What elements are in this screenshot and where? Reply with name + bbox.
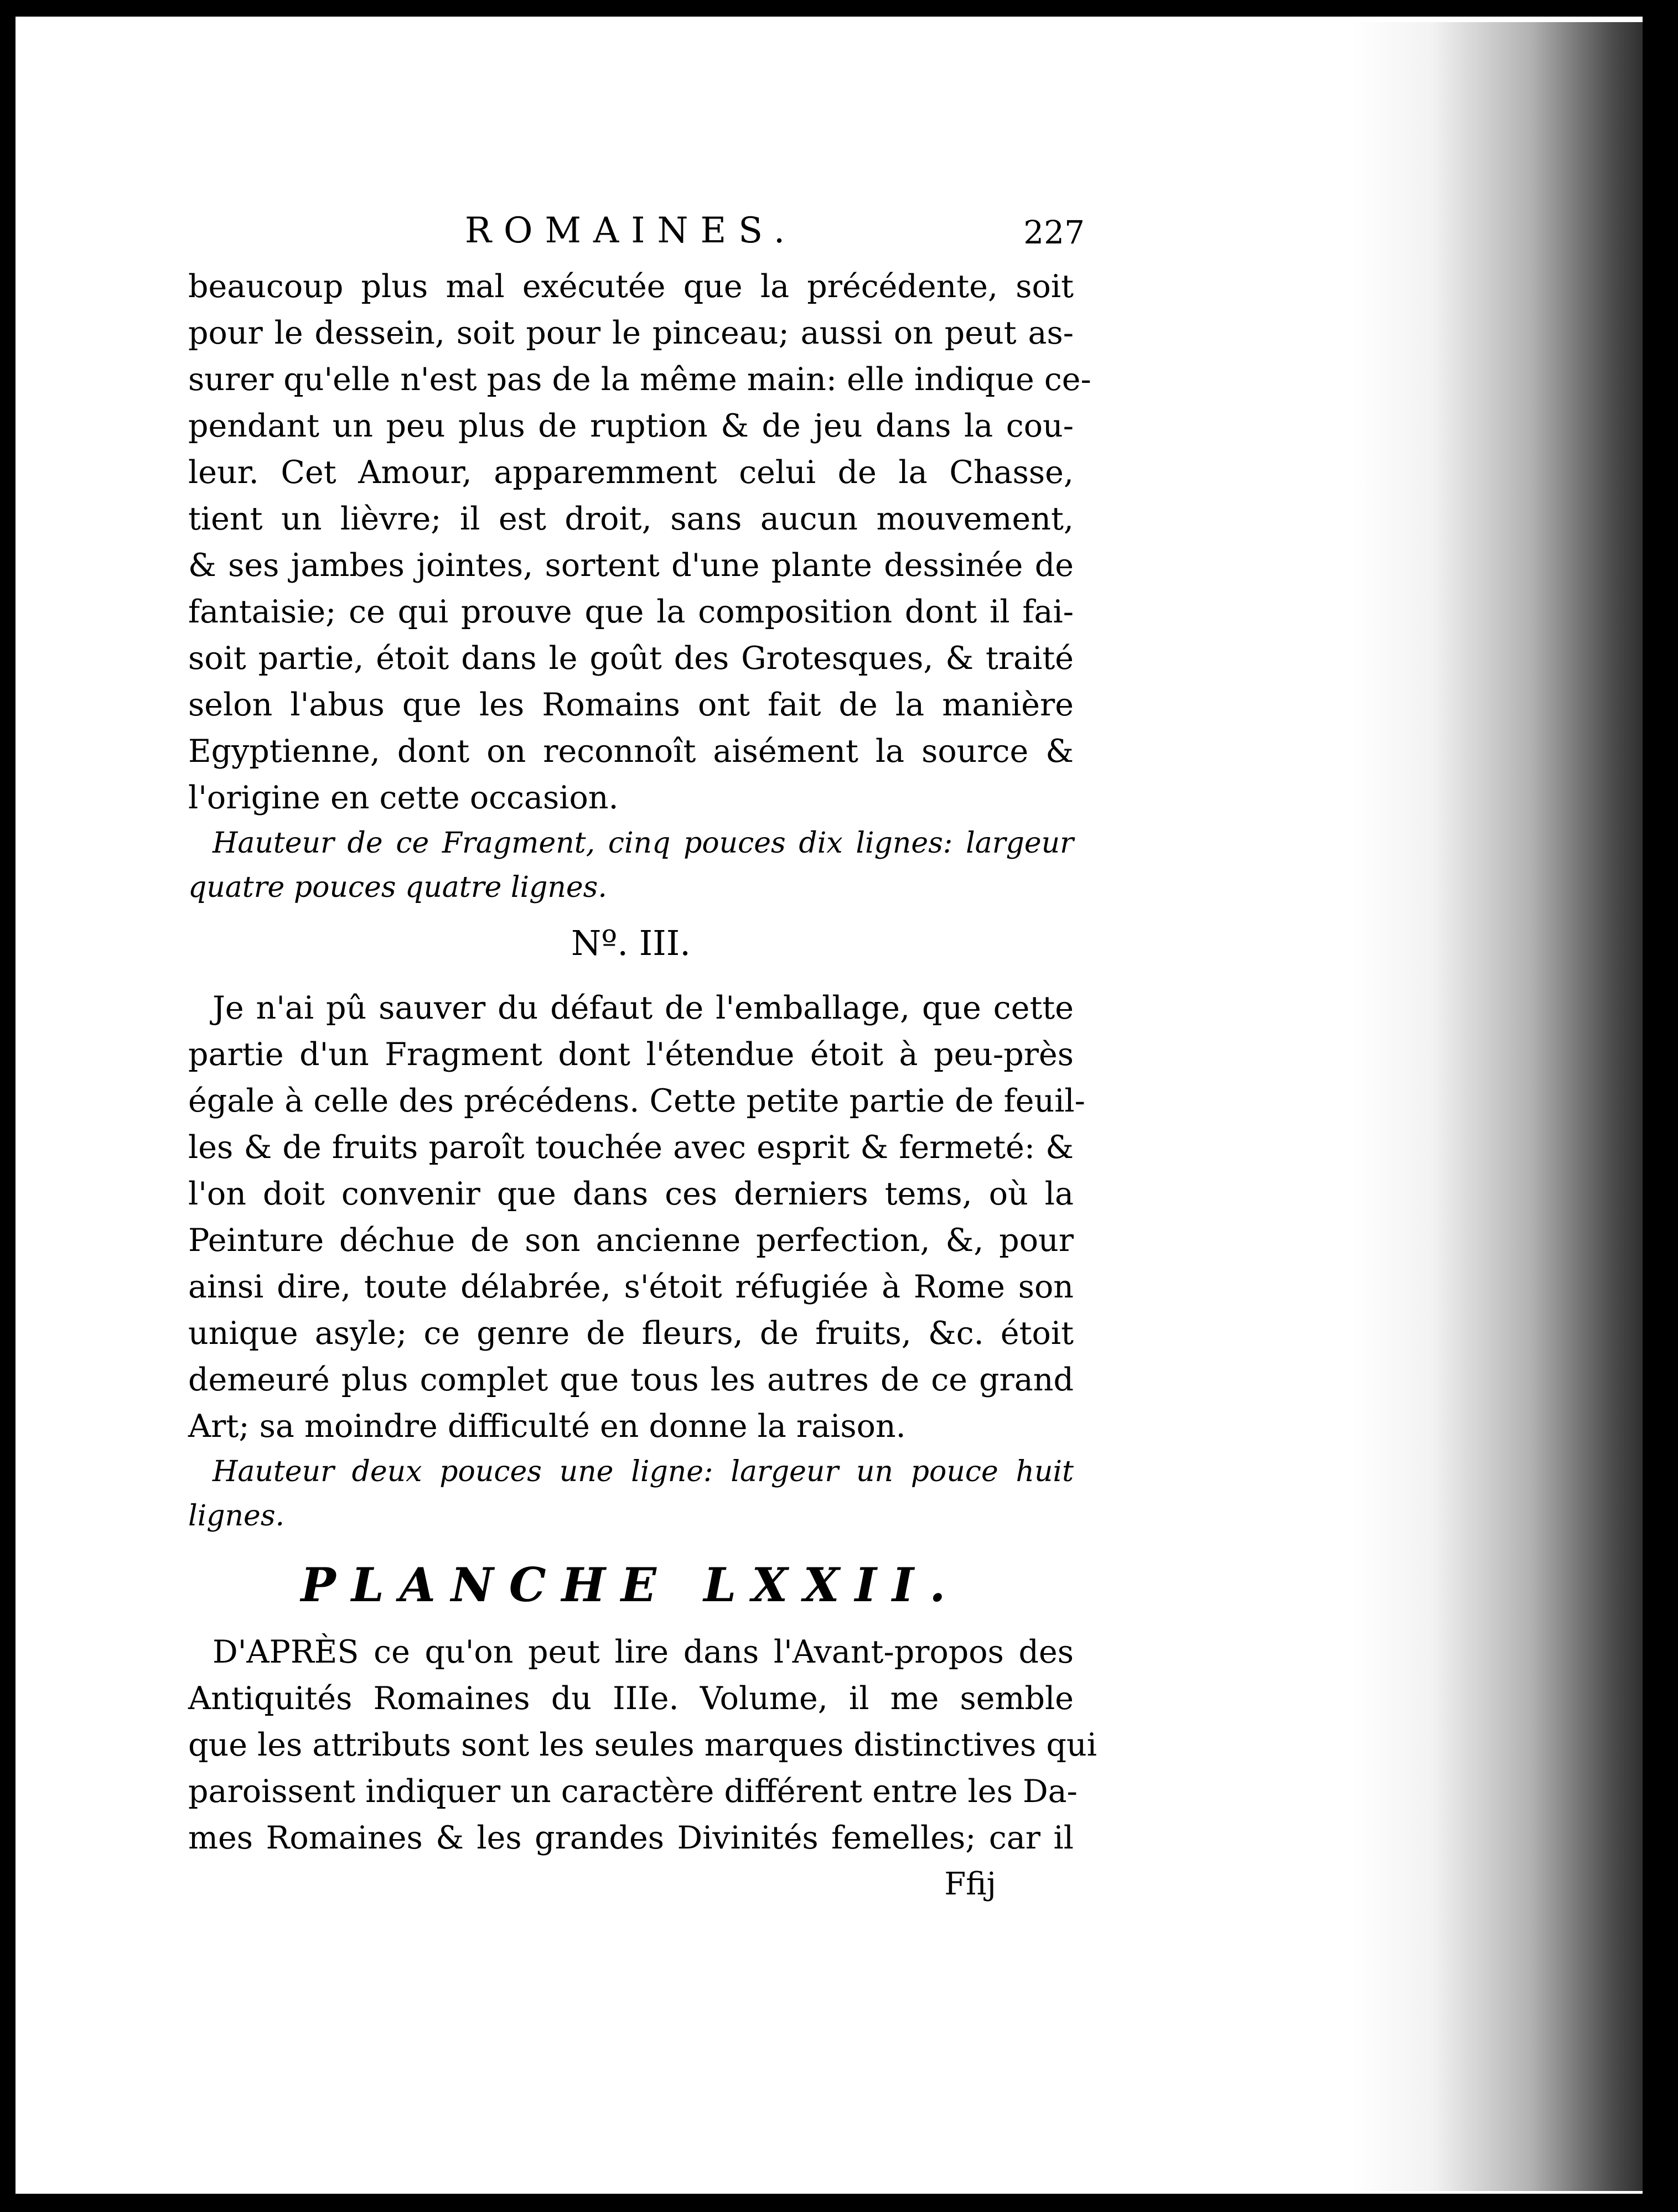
text-line: pour le dessein, soit pour le pinceau; aussi on peut as- (188, 315, 1074, 351)
text-line: égale à celle des précédens. Cette petite partie de feuil- (188, 1083, 1085, 1119)
italic-line: Hauteur deux pouces une ligne: largeur un pouce huit (213, 1455, 1074, 1488)
scan-right-shadow (1350, 22, 1678, 2191)
text-line: tient un lièvre; il est droit, sans aucun mouvement, (188, 501, 1074, 537)
text-line: D'APRÈS ce qu'on peut lire dans l'Avant-propos des (213, 1634, 1074, 1670)
text-line: pendant un peu plus de ruption & de jeu dans la cou- (188, 408, 1074, 444)
text-line: Je n'ai pû sauver du défaut de l'emballage, que cette (213, 990, 1074, 1026)
italic-line: quatre pouces quatre lignes. (188, 871, 607, 904)
text-line: unique asyle; ce genre de fleurs, de fruits, &c. étoit (188, 1315, 1074, 1352)
plate-title: PLANCHE LXXII. (301, 1557, 961, 1612)
continuation-paragraph (188, 263, 1091, 821)
measurement-note-1 (188, 821, 1074, 910)
running-head: ROMAINES. (464, 210, 797, 251)
text-line: soit partie, étoit dans le goût des Grotesques, & traité (188, 640, 1074, 677)
text-line: l'origine en cette occasion. (188, 780, 619, 816)
text-line: fantaisie; ce qui prouve que la composition dont il fai- (188, 594, 1074, 630)
text-line: ainsi dire, toute délabrée, s'étoit réfugiée à Rome son (188, 1269, 1074, 1305)
section-heading: Nº. III. (571, 923, 691, 963)
text-line: mes Romaines & les grandes Divinités femelles; car il (188, 1820, 1074, 1856)
page-text (188, 210, 1097, 1908)
page-number: 227 (1023, 214, 1085, 251)
text-line: Egyptienne, dont on reconnoît aisément la source & (188, 733, 1074, 770)
section-paragraph (188, 985, 1085, 1450)
page-header (188, 210, 1085, 263)
text-line: paroissent indiquer un caractère différent entre les Da- (188, 1773, 1078, 1810)
plate-paragraph (188, 1629, 1097, 1861)
text-line: beaucoup plus mal exécutée que la précédente, soit (188, 268, 1074, 305)
scan-left-edge (0, 0, 8, 2212)
text-line: & ses jambes jointes, sortent d'une plante dessinée de (188, 547, 1074, 584)
text-line: Antiquités Romaines du IIIe. Volume, il me semble (188, 1680, 1074, 1717)
text-line: les & de fruits paroît touchée avec esprit & fermeté: & (188, 1129, 1074, 1166)
text-line: demeuré plus complet que tous les autres de ce grand (188, 1362, 1074, 1398)
measurement-note-2 (188, 1450, 1074, 1538)
text-line: partie d'un Fragment dont l'étendue étoit à peu-près (188, 1036, 1074, 1073)
text-line: Peinture déchue de son ancienne perfection, &, pour (188, 1222, 1074, 1259)
signature-mark: Ffij (944, 1866, 996, 1902)
text-line: l'on doit convenir que dans ces derniers tems, où la (188, 1176, 1074, 1212)
text-line: leur. Cet Amour, apparemment celui de la Chasse, (188, 454, 1074, 491)
italic-line: lignes. (188, 1499, 285, 1533)
text-line: que les attributs sont les seules marques distinctives qui (188, 1727, 1097, 1763)
text-line: surer qu'elle n'est pas de la même main: elle indique ce- (188, 361, 1091, 398)
italic-line: Hauteur de ce Fragment, cinq pouces dix lignes: largeur (213, 827, 1074, 860)
text-line: selon l'abus que les Romains ont fait de la manière (188, 687, 1074, 723)
text-line: Art; sa moindre difficulté en donne la raison. (188, 1408, 906, 1445)
